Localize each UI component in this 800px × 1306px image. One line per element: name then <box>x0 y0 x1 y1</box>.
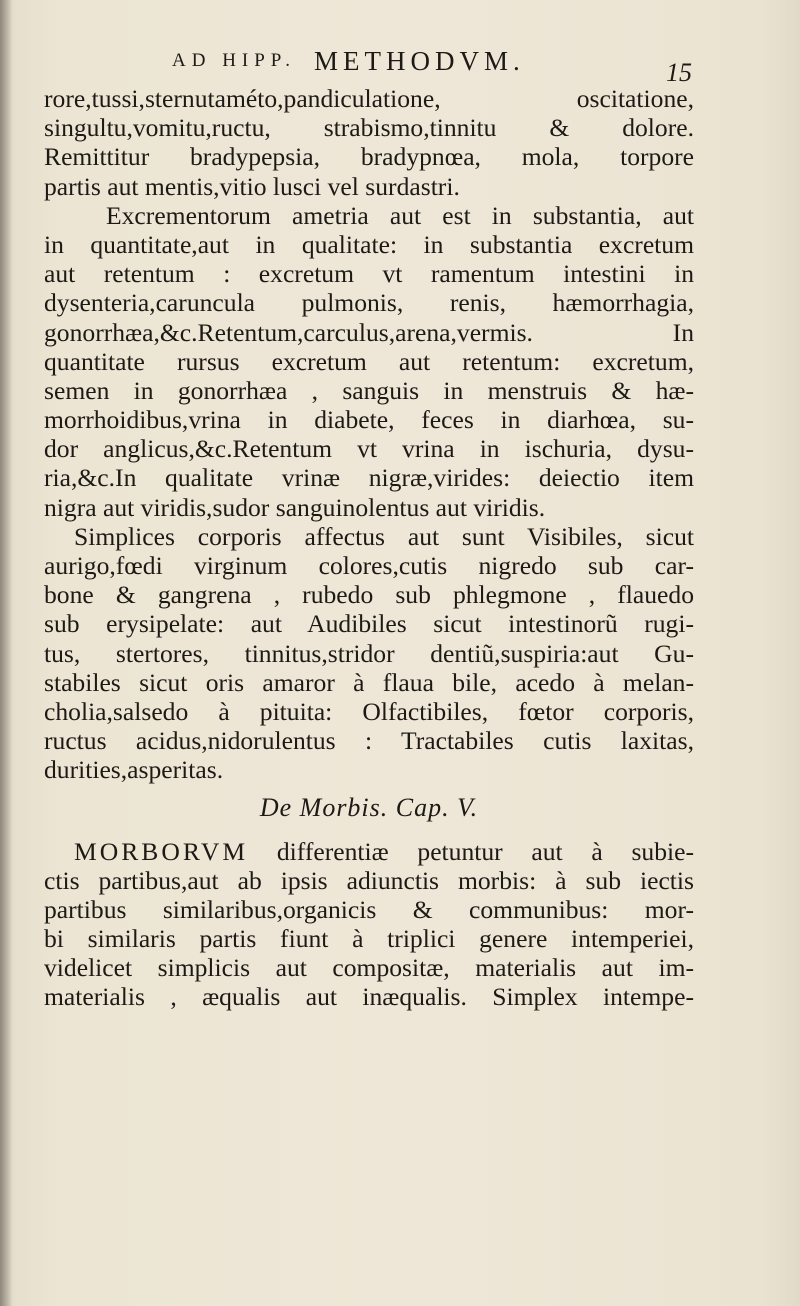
opening-line-rest: differentiæ petuntur aut à subie- <box>248 836 694 866</box>
text-line: Simplices corporis affectus aut sunt Visibiles, sicut <box>74 521 694 551</box>
body-text <box>44 84 694 1012</box>
text-line: nigra aut viridis,sudor sanguinolentus aut viridis. <box>44 492 546 522</box>
smallcaps-opening: MORBORVM <box>74 836 249 866</box>
text-line: stabiles sicut oris amaror à flaua bile, acedo à melan- <box>44 667 694 697</box>
chapter-heading: De Morbis. Cap. V. <box>259 792 479 822</box>
text-line: cholia,salsedo à pituita: Olfactibiles, fœtor corporis, <box>44 696 694 726</box>
text-line: aut retentum : excretum vt ramentum intestini in <box>44 259 694 289</box>
page-number: 15 <box>666 58 692 87</box>
binding-gutter <box>0 0 12 1306</box>
text-line <box>44 837 694 866</box>
text-line: singultu,vomitu,ructu, strabismo,tinnitu & dolore. <box>44 113 694 143</box>
text-line: aurigo,fœdi virginum colores,cutis nigredo sub car- <box>44 551 694 580</box>
text-line: tus, stertores, tinnitus,stridor dentiũ,suspiria:aut Gu- <box>44 638 694 668</box>
text-line: partis aut mentis,vitio lusci vel surdastri. <box>44 171 460 201</box>
text-line: ria,&c.In qualitate vrinæ nigræ,virides: deiectio item <box>44 463 694 493</box>
text-line: in quantitate,aut in qualitate: in substantia excretum <box>44 229 694 259</box>
text-line: partibus similaribus,organicis & communibus: mor- <box>44 894 694 924</box>
text-line: morrhoidibus,vrina in diabete, feces in diarhœa, su- <box>44 405 694 435</box>
text-line: dysenteria,caruncula pulmonis, renis, hæmorrhagia, <box>44 288 694 318</box>
text-line: bi similaris partis fiunt à triplici genere intemperiei, <box>44 924 694 954</box>
running-head-methodum: METHODVM. <box>314 46 525 76</box>
text-line: Excrementorum ametria aut est in substantia, aut <box>106 200 694 230</box>
text-line: quantitate rursus excretum aut retentum: excretum, <box>44 346 694 376</box>
text-line: sub erysipelate: aut Audibiles sicut intestinorũ rugi- <box>44 609 694 639</box>
text-line: dor anglicus,&c.Retentum vt vrina in ischuria, dysu- <box>44 434 694 464</box>
text-line: semen in gonorrhæa , sanguis in menstruis & hæ- <box>44 375 694 405</box>
text-line: gonorrhæa,&c.Retentum,carculus,arena,vermis. In <box>44 317 694 347</box>
text-line: durities,asperitas. <box>44 755 224 785</box>
running-head <box>172 46 692 86</box>
text-line: Remittitur bradypepsia, bradypnœa, mola, torpore <box>44 142 694 172</box>
running-head-ad-hipp: AD HIPP. <box>172 50 297 71</box>
text-line: videlicet simplicis aut compositæ, materialis aut im- <box>44 953 694 983</box>
show-through-ink <box>44 1268 164 1292</box>
text-line: ructus acidus,nidorulentus : Tractabiles cutis laxitas, <box>44 726 694 756</box>
text-line: bone & gangrena , rubedo sub phlegmone , flauedo <box>44 580 694 610</box>
text-line: ctis partibus,aut ab ipsis adiunctis morbis: à sub iectis <box>44 865 694 895</box>
text-line: rore,tussi,sternutaméto,pandiculatione, oscitatione, <box>44 84 694 113</box>
text-line: materialis , æqualis aut inæqualis. Simplex intempe- <box>44 982 694 1012</box>
